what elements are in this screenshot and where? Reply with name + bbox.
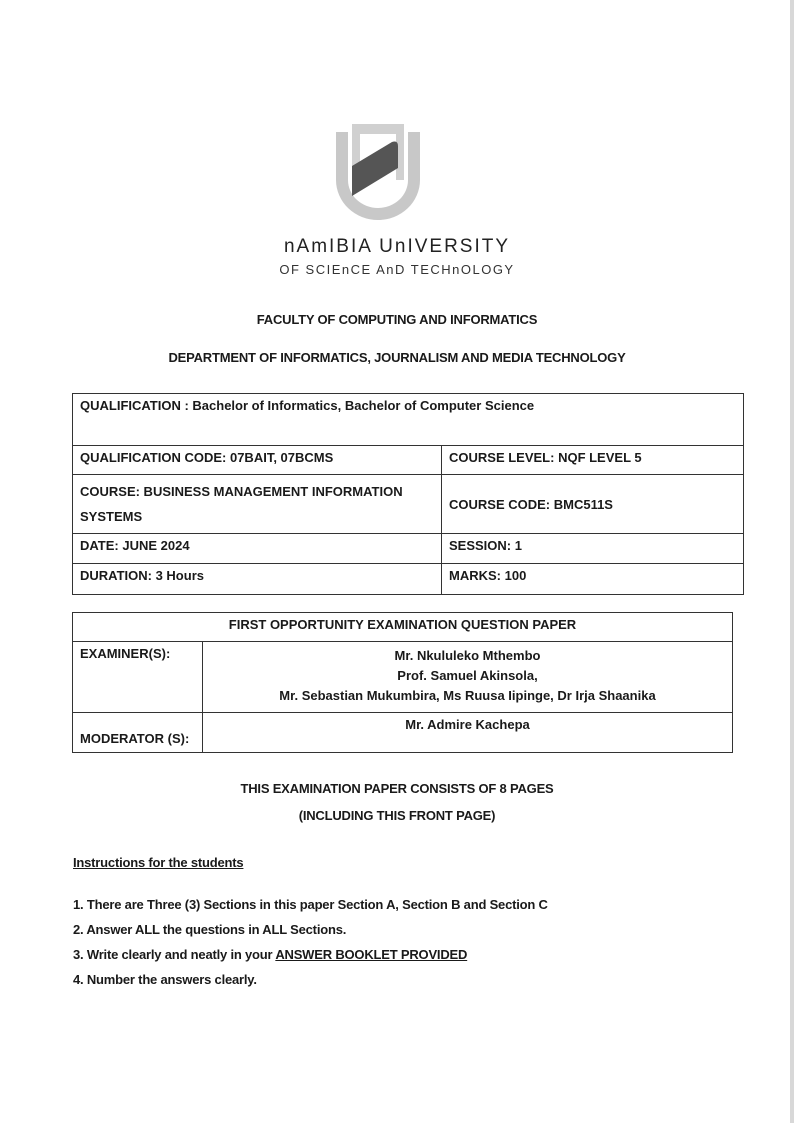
moderator-label: MODERATOR (S): [73,713,203,753]
pages-note-sub: (INCLUDING THIS FRONT PAGE) [298,808,496,823]
exam-title: FIRST OPPORTUNITY EXAMINATION QUESTION PAPER [73,613,733,642]
exam-date: DATE: JUNE 2024 [73,534,442,564]
examiners-table [72,612,733,753]
instructions-heading: Instructions for the students [73,855,244,870]
university-subtitle: OF SCIEnCE AnD TECHnOLOGY [279,262,515,277]
marks: MARKS: 100 [442,564,744,595]
examiners-label: EXAMINER(S): [73,642,203,713]
pages-note: THIS EXAMINATION PAPER CONSISTS OF 8 PAGES [240,781,554,796]
examiner: Mr. Sebastian Mukumbira, Ms Ruusa Iipinge, Dr Irja Shaanika [279,688,656,703]
instruction-item: 4. Number the answers clearly. [73,972,257,987]
course-name: COURSE: BUSINESS MANAGEMENT INFORMATION SYSTEMS [73,475,442,534]
instruction-item [73,947,467,962]
scan-edge [790,0,794,1123]
instruction-text: 3. Write clearly and neatly in your [73,947,276,962]
faculty-heading: FACULTY OF COMPUTING AND INFORMATICS [256,312,538,327]
course-level: COURSE LEVEL: NQF LEVEL 5 [442,446,744,475]
instruction-item: 1. There are Three (3) Sections in this paper Section A, Section B and Section C [73,897,548,912]
department-heading: DEPARTMENT OF INFORMATICS, JOURNALISM AND MEDIA TECHNOLOGY [168,350,626,365]
course-details-table [72,393,744,595]
qualification-code: QUALIFICATION CODE: 07BAIT, 07BCMS [73,446,442,475]
session: SESSION: 1 [442,534,744,564]
examiner: Mr. Nkululeko Mthembo [394,648,541,663]
course-code: COURSE CODE: BMC511S [442,475,744,534]
moderator: Mr. Admire Kachepa [203,713,733,753]
examiners-list [203,642,733,713]
qualification: QUALIFICATION : Bachelor of Informatics, Bachelor of Computer Science [73,394,744,446]
university-logo-icon [332,118,424,220]
answer-booklet-note: ANSWER BOOKLET PROVIDED [275,947,468,962]
examiner: Prof. Samuel Akinsola, [397,668,538,683]
duration: DURATION: 3 Hours [73,564,442,595]
instruction-item: 2. Answer ALL the questions in ALL Sections. [73,922,347,937]
university-name: nAmIBIA UnIVERSITY [283,236,511,257]
